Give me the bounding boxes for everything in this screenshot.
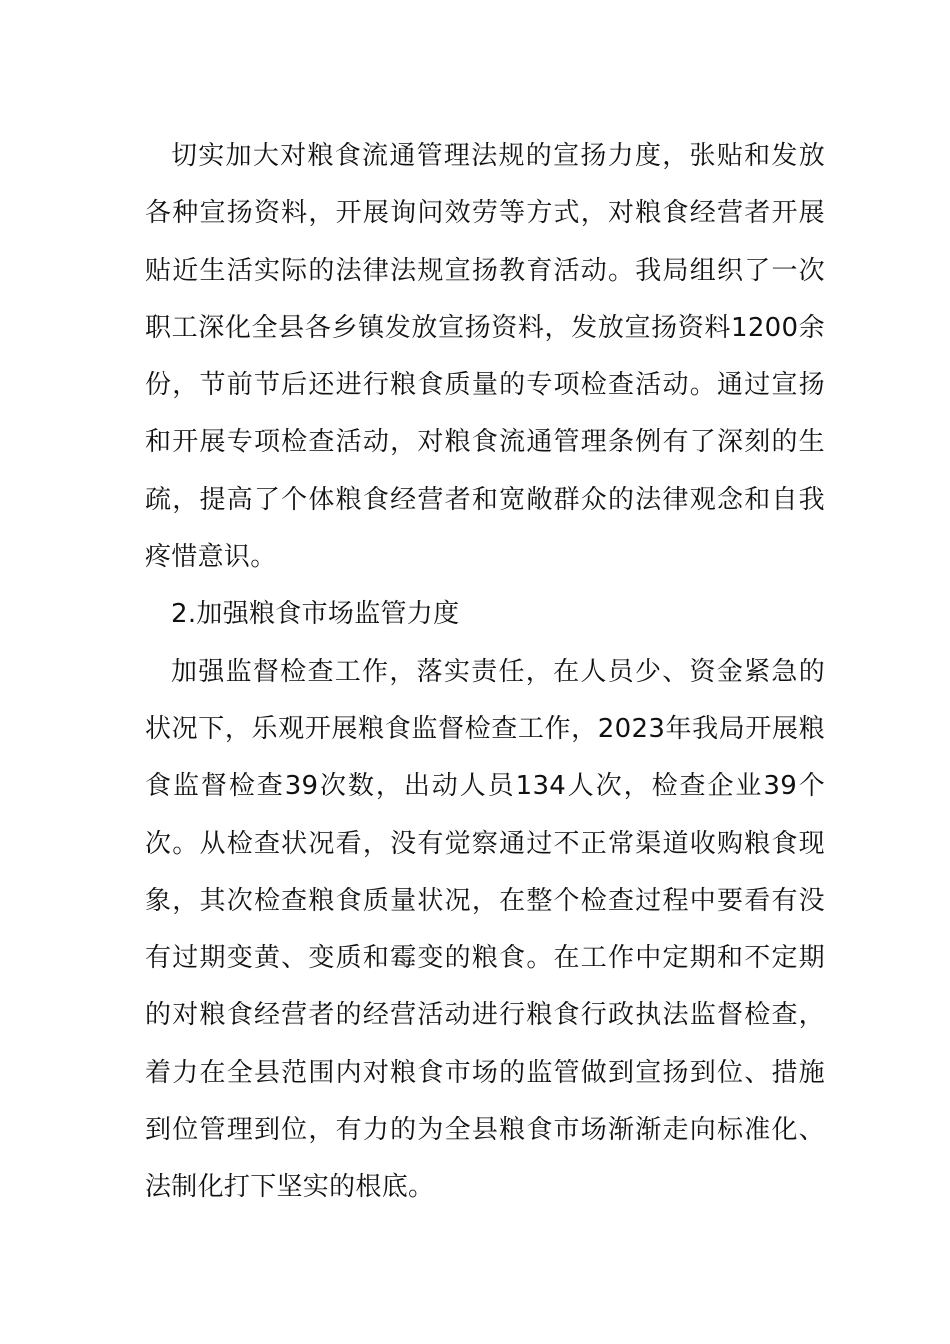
- paragraph-publicity: 切实加大对粮食流通管理法规的宣扬力度，张贴和发放各种宣扬资料，开展询问效劳等方式，对粮食经营者开展贴近生活实际的法律法规宣扬教育活动。我局组织了一次职工深化全县各乡镇发放宣扬资料，发放宣扬资料1200余份，节前节后还进行粮食质量的专项检查活动。通过宣扬和开展专项检查活动，对粮食流通管理条例有了深刻的生疏，提高了个体粮食经营者和宽敞群众的法律观念和自我疼惜意识。: [145, 141, 825, 573]
- document-body: [145, 128, 825, 1217]
- paragraph-supervision: 加强监督检查工作，落实责任，在人员少、资金紧急的状况下，乐观开展粮食监督检查工作，2023年我局开展粮食监督检查39次数，出动人员134人次，检查企业39个次。从检查状况看，没有觉察通过不正常渠道收购粮食现象，其次检查粮食质量状况，在整个检查过程中要看有没有过期变黄、变质和霉变的粮食。在工作中定期和不定期的对粮食经营者的经营活动进行粮食行政执法监督检查，着力在全县范围内对粮食市场的监管做到宣扬到位、措施到位管理到位，有力的为全县粮食市场渐渐走向标准化、法制化打下坚实的根底。: [145, 656, 825, 1203]
- section-heading: 2.加强粮食市场监管力度: [171, 599, 460, 630]
